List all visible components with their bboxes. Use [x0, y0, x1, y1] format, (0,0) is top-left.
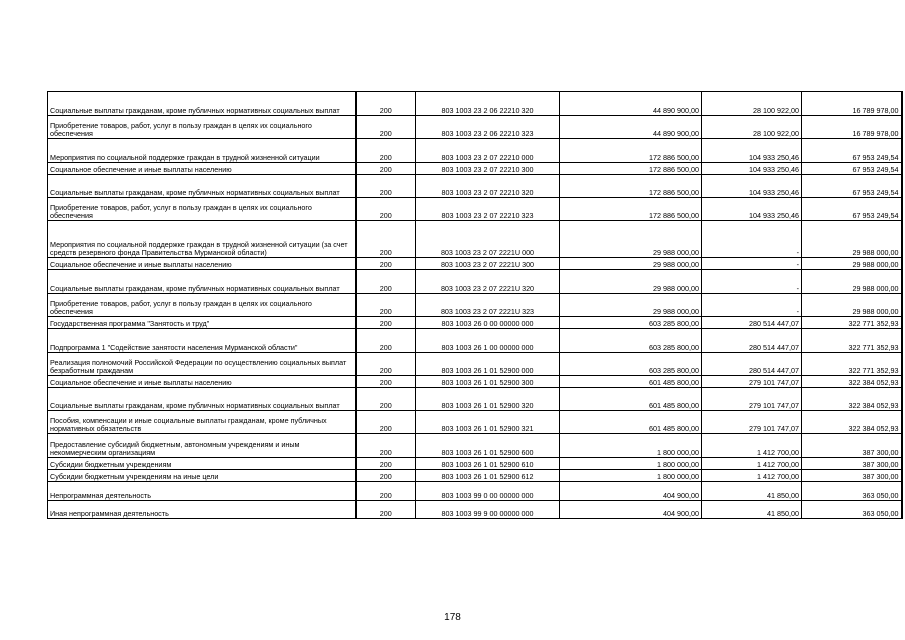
row-name: Предоставление субсидий бюджетным, автономным учреждениям и иным некоммерческим организациям — [48, 434, 356, 458]
row-kbk: 803 1003 23 2 07 2221U 300 — [416, 258, 560, 270]
row-plan: 172 886 500,00 — [560, 198, 702, 221]
row-code: 200 — [356, 270, 416, 294]
row-kbk: 803 1003 23 2 07 22210 000 — [416, 139, 560, 163]
row-name: Социальные выплаты гражданам, кроме публичных нормативных социальных выплат — [48, 175, 356, 198]
row-name: Социальное обеспечение и иные выплаты населению — [48, 163, 356, 175]
table-row — [48, 198, 902, 221]
table-row — [48, 388, 902, 411]
row-kbk: 803 1003 26 1 00 00000 000 — [416, 329, 560, 353]
row-kbk: 803 1003 26 1 01 52900 612 — [416, 470, 560, 482]
row-name: Приобретение товаров, работ, услуг в пользу граждан в целях их социального обеспечения — [48, 198, 356, 221]
row-plan: 404 900,00 — [560, 482, 702, 501]
row-code: 200 — [356, 294, 416, 317]
row-kbk: 803 1003 26 1 01 52900 320 — [416, 388, 560, 411]
row-plan: 1 800 000,00 — [560, 470, 702, 482]
row-code: 200 — [356, 198, 416, 221]
row-remaining: 322 771 352,93 — [802, 353, 902, 376]
table-row — [48, 317, 902, 329]
row-executed: 1 412 700,00 — [702, 458, 802, 470]
row-code: 200 — [356, 317, 416, 329]
row-kbk: 803 1003 23 2 07 2221U 320 — [416, 270, 560, 294]
row-remaining: 322 384 052,93 — [802, 388, 902, 411]
row-executed: 280 514 447,07 — [702, 317, 802, 329]
table-row — [48, 221, 902, 258]
row-remaining: 387 300,00 — [802, 434, 902, 458]
row-executed: 104 933 250,46 — [702, 175, 802, 198]
row-name: Социальные выплаты гражданам, кроме публичных нормативных социальных выплат — [48, 388, 356, 411]
row-remaining: 29 988 000,00 — [802, 221, 902, 258]
table-row — [48, 270, 902, 294]
table-row — [48, 470, 902, 482]
row-executed: 279 101 747,07 — [702, 388, 802, 411]
row-plan: 29 988 000,00 — [560, 270, 702, 294]
table-row — [48, 411, 902, 434]
table-row — [48, 294, 902, 317]
row-executed: 1 412 700,00 — [702, 434, 802, 458]
row-remaining: 16 789 978,00 — [802, 116, 902, 139]
row-name: Приобретение товаров, работ, услуг в пользу граждан в целях их социального обеспечения — [48, 294, 356, 317]
row-name: Непрограммная деятельность — [48, 482, 356, 501]
row-kbk: 803 1003 23 2 07 22210 323 — [416, 198, 560, 221]
row-code: 200 — [356, 434, 416, 458]
row-code: 200 — [356, 221, 416, 258]
row-code: 200 — [356, 139, 416, 163]
row-name: Субсидии бюджетным учреждениям — [48, 458, 356, 470]
row-name: Социальные выплаты гражданам, кроме публичных нормативных социальных выплат — [48, 270, 356, 294]
row-code: 200 — [356, 258, 416, 270]
row-kbk: 803 1003 23 2 07 22210 320 — [416, 175, 560, 198]
row-code: 200 — [356, 163, 416, 175]
table-row — [48, 434, 902, 458]
row-kbk: 803 1003 23 2 06 22210 320 — [416, 92, 560, 116]
row-plan: 404 900,00 — [560, 501, 702, 519]
row-name: Пособия, компенсации и иные социальные выплаты гражданам, кроме публичных нормативных обязательств — [48, 411, 356, 434]
row-plan: 1 800 000,00 — [560, 458, 702, 470]
row-code: 200 — [356, 501, 416, 519]
row-code: 200 — [356, 329, 416, 353]
row-remaining: 67 953 249,54 — [802, 139, 902, 163]
row-kbk: 803 1003 23 2 07 2221U 323 — [416, 294, 560, 317]
row-remaining: 322 771 352,93 — [802, 317, 902, 329]
row-kbk: 803 1003 26 1 01 52900 600 — [416, 434, 560, 458]
row-plan: 172 886 500,00 — [560, 175, 702, 198]
row-remaining: 387 300,00 — [802, 470, 902, 482]
row-plan: 172 886 500,00 — [560, 163, 702, 175]
table-row — [48, 116, 902, 139]
row-remaining: 322 384 052,93 — [802, 376, 902, 388]
row-name: Иная непрограммная деятельность — [48, 501, 356, 519]
row-remaining: 322 771 352,93 — [802, 329, 902, 353]
row-kbk: 803 1003 99 9 00 00000 000 — [416, 501, 560, 519]
table-row — [48, 163, 902, 175]
row-remaining: 67 953 249,54 — [802, 163, 902, 175]
row-executed: 104 933 250,46 — [702, 198, 802, 221]
row-executed: - — [702, 221, 802, 258]
row-plan: 29 988 000,00 — [560, 221, 702, 258]
row-code: 200 — [356, 353, 416, 376]
row-executed: 1 412 700,00 — [702, 470, 802, 482]
row-executed: 104 933 250,46 — [702, 163, 802, 175]
row-plan: 29 988 000,00 — [560, 258, 702, 270]
row-executed: 104 933 250,46 — [702, 139, 802, 163]
table-row — [48, 482, 902, 501]
row-name: Государственная программа "Занятость и труд" — [48, 317, 356, 329]
table-row — [48, 175, 902, 198]
row-remaining: 67 953 249,54 — [802, 198, 902, 221]
row-name: Подпрограмма 1 "Содействие занятости населения Мурманской области" — [48, 329, 356, 353]
row-remaining: 29 988 000,00 — [802, 258, 902, 270]
row-executed: - — [702, 258, 802, 270]
table-row — [48, 329, 902, 353]
row-remaining: 322 384 052,93 — [802, 411, 902, 434]
row-plan: 44 890 900,00 — [560, 116, 702, 139]
row-kbk: 803 1003 26 1 01 52900 610 — [416, 458, 560, 470]
table-row — [48, 353, 902, 376]
row-executed: 41 850,00 — [702, 501, 802, 519]
row-kbk: 803 1003 23 2 06 22210 323 — [416, 116, 560, 139]
row-plan: 1 800 000,00 — [560, 434, 702, 458]
table-body — [48, 92, 902, 519]
row-kbk: 803 1003 23 2 07 22210 300 — [416, 163, 560, 175]
row-kbk: 803 1003 26 0 00 00000 000 — [416, 317, 560, 329]
budget-execution-table — [47, 91, 903, 519]
row-plan: 603 285 800,00 — [560, 317, 702, 329]
row-plan: 44 890 900,00 — [560, 92, 702, 116]
row-remaining: 29 988 000,00 — [802, 294, 902, 317]
page-number: 178 — [444, 612, 461, 623]
row-plan: 601 485 800,00 — [560, 388, 702, 411]
row-executed: 280 514 447,07 — [702, 353, 802, 376]
row-executed: 28 100 922,00 — [702, 116, 802, 139]
row-name: Приобретение товаров, работ, услуг в пользу граждан в целях их социального обеспечения — [48, 116, 356, 139]
table-row — [48, 92, 902, 116]
row-plan: 603 285 800,00 — [560, 329, 702, 353]
row-code: 200 — [356, 175, 416, 198]
row-code: 200 — [356, 92, 416, 116]
row-kbk: 803 1003 26 1 01 52900 321 — [416, 411, 560, 434]
row-code: 200 — [356, 470, 416, 482]
row-plan: 172 886 500,00 — [560, 139, 702, 163]
table-row — [48, 139, 902, 163]
row-name: Субсидии бюджетным учреждениям на иные цели — [48, 470, 356, 482]
row-code: 200 — [356, 376, 416, 388]
row-executed: 41 850,00 — [702, 482, 802, 501]
row-name: Социальное обеспечение и иные выплаты населению — [48, 376, 356, 388]
row-code: 200 — [356, 388, 416, 411]
table-row — [48, 501, 902, 519]
row-plan: 601 485 800,00 — [560, 376, 702, 388]
row-remaining: 29 988 000,00 — [802, 270, 902, 294]
row-plan: 603 285 800,00 — [560, 353, 702, 376]
row-remaining: 363 050,00 — [802, 501, 902, 519]
row-code: 200 — [356, 482, 416, 501]
row-name: Социальное обеспечение и иные выплаты населению — [48, 258, 356, 270]
row-name: Реализация полномочий Российской Федерации по осуществлению социальных выплат безработным гражданам — [48, 353, 356, 376]
row-executed: 279 101 747,07 — [702, 376, 802, 388]
row-executed: - — [702, 294, 802, 317]
row-code: 200 — [356, 411, 416, 434]
row-remaining: 16 789 978,00 — [802, 92, 902, 116]
row-code: 200 — [356, 116, 416, 139]
row-name: Социальные выплаты гражданам, кроме публичных нормативных социальных выплат — [48, 92, 356, 116]
row-remaining: 387 300,00 — [802, 458, 902, 470]
table-row — [48, 258, 902, 270]
row-executed: 279 101 747,07 — [702, 411, 802, 434]
row-plan: 29 988 000,00 — [560, 294, 702, 317]
row-remaining: 363 050,00 — [802, 482, 902, 501]
row-kbk: 803 1003 23 2 07 2221U 000 — [416, 221, 560, 258]
table-row — [48, 458, 902, 470]
row-name: Мероприятия по социальной поддержке граждан в трудной жизненной ситуации — [48, 139, 356, 163]
row-executed: 280 514 447,07 — [702, 329, 802, 353]
row-name: Мероприятия по социальной поддержке граждан в трудной жизненной ситуации (за счет средств резервного фонда Правительства Мурманской области) — [48, 221, 356, 258]
row-remaining: 67 953 249,54 — [802, 175, 902, 198]
row-kbk: 803 1003 26 1 01 52900 000 — [416, 353, 560, 376]
row-kbk: 803 1003 99 0 00 00000 000 — [416, 482, 560, 501]
row-plan: 601 485 800,00 — [560, 411, 702, 434]
row-executed: 28 100 922,00 — [702, 92, 802, 116]
row-executed: - — [702, 270, 802, 294]
row-code: 200 — [356, 458, 416, 470]
table-row — [48, 376, 902, 388]
row-kbk: 803 1003 26 1 01 52900 300 — [416, 376, 560, 388]
